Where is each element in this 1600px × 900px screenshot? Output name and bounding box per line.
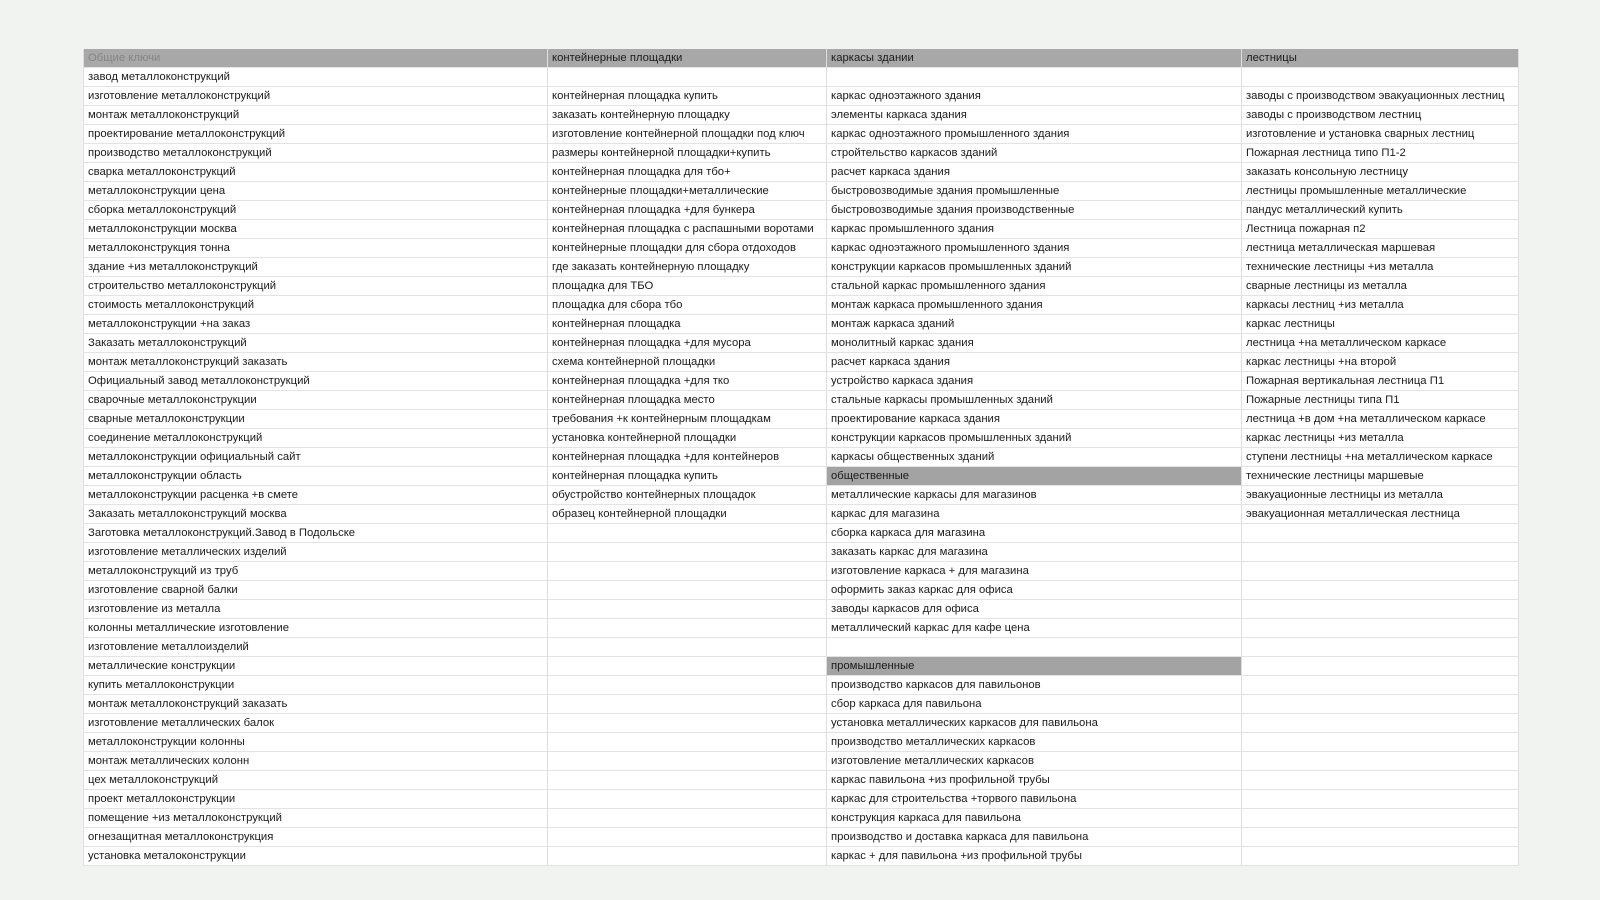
- cell-general-keys[interactable]: изготовление сварной балки: [84, 581, 548, 600]
- cell-container-sites[interactable]: контейнерные площадки+металлические: [548, 182, 827, 201]
- cell-building-frames[interactable]: каркас + для павильона +из профильной трубы: [827, 847, 1242, 866]
- header-cell-general-keys[interactable]: Общие ключи: [84, 49, 548, 68]
- cell-general-keys[interactable]: сварка металлоконструкций: [84, 163, 548, 182]
- cell-container-sites[interactable]: контейнерная площадка место: [548, 391, 827, 410]
- cell-container-sites[interactable]: контейнерная площадка +для тко: [548, 372, 827, 391]
- table-row: [84, 163, 1519, 182]
- cell-container-sites[interactable]: схема контейнерной площадки: [548, 353, 827, 372]
- cell-stairs[interactable]: заводы с производством эвакуационных лестниц: [1242, 87, 1519, 106]
- cell-container-sites[interactable]: площадка для ТБО: [548, 277, 827, 296]
- cell-container-sites[interactable]: контейнерные площадки для сбора отдоходов: [548, 239, 827, 258]
- cell-stairs[interactable]: лестница металлическая маршевая: [1242, 239, 1519, 258]
- cell-general-keys[interactable]: завод металлоконструкций: [84, 68, 548, 87]
- cell-building-frames[interactable]: сборка каркаса для магазина: [827, 524, 1242, 543]
- cell-stairs[interactable]: [1242, 524, 1519, 543]
- cell-container-sites[interactable]: [548, 695, 827, 714]
- cell-stairs[interactable]: [1242, 676, 1519, 695]
- sheet-body: [84, 68, 1519, 866]
- cell-container-sites[interactable]: контейнерная площадка +для контейнеров: [548, 448, 827, 467]
- table-row: [84, 505, 1519, 524]
- cell-building-frames[interactable]: каркас для магазина: [827, 505, 1242, 524]
- cell-general-keys[interactable]: Официальный завод металлоконструкций: [84, 372, 548, 391]
- cell-building-frames[interactable]: монолитный каркас здания: [827, 334, 1242, 353]
- header-cell-container-sites[interactable]: контейнерные площадки: [548, 49, 827, 68]
- cell-stairs[interactable]: [1242, 771, 1519, 790]
- cell-general-keys[interactable]: цех металлоконструкций: [84, 771, 548, 790]
- cell-container-sites[interactable]: [548, 581, 827, 600]
- cell-container-sites[interactable]: контейнерная площадка для тбо+: [548, 163, 827, 182]
- cell-building-frames[interactable]: установка металлических каркасов для павильона: [827, 714, 1242, 733]
- table-row: [84, 277, 1519, 296]
- cell-building-frames[interactable]: каркас для строительства +торвого павильона: [827, 790, 1242, 809]
- cell-building-frames[interactable]: производство металлических каркасов: [827, 733, 1242, 752]
- cell-container-sites[interactable]: контейнерная площадка с распашными воротами: [548, 220, 827, 239]
- cell-container-sites[interactable]: [548, 714, 827, 733]
- table-row: [84, 714, 1519, 733]
- table-row: [84, 581, 1519, 600]
- table-row: [84, 68, 1519, 87]
- cell-building-frames[interactable]: изготовление металлических каркасов: [827, 752, 1242, 771]
- cell-general-keys[interactable]: монтаж металлоконструкций заказать: [84, 695, 548, 714]
- cell-stairs[interactable]: [1242, 752, 1519, 771]
- cell-container-sites[interactable]: [548, 809, 827, 828]
- cell-general-keys[interactable]: Заказать металлоконструкций москва: [84, 505, 548, 524]
- cell-general-keys[interactable]: изготовление металлоизделий: [84, 638, 548, 657]
- table-row: [84, 847, 1519, 866]
- cell-stairs[interactable]: Пожарная лестница типо П1-2: [1242, 144, 1519, 163]
- cell-container-sites[interactable]: [548, 524, 827, 543]
- cell-container-sites[interactable]: [548, 562, 827, 581]
- cell-general-keys[interactable]: установка металоконструкции: [84, 847, 548, 866]
- cell-container-sites[interactable]: [548, 733, 827, 752]
- cell-general-keys[interactable]: изготовление металлоконструкций: [84, 87, 548, 106]
- table-row: [84, 790, 1519, 809]
- cell-stairs[interactable]: лестница +на металлическом каркасе: [1242, 334, 1519, 353]
- cell-general-keys[interactable]: соединение металлоконструкций: [84, 429, 548, 448]
- table-row: [84, 524, 1519, 543]
- cell-container-sites[interactable]: контейнерная площадка купить: [548, 87, 827, 106]
- cell-stairs[interactable]: каркас лестницы +на второй: [1242, 353, 1519, 372]
- table-row: [84, 467, 1519, 486]
- table-row: [84, 733, 1519, 752]
- cell-building-frames[interactable]: расчет каркаса здания: [827, 353, 1242, 372]
- table-row: [84, 752, 1519, 771]
- cell-general-keys[interactable]: монтаж металлических колонн: [84, 752, 548, 771]
- cell-building-frames[interactable]: сбор каркаса для павильона: [827, 695, 1242, 714]
- table-row: [84, 828, 1519, 847]
- table-row: [84, 410, 1519, 429]
- cell-building-frames[interactable]: каркас одноэтажного промышленного здания: [827, 125, 1242, 144]
- table-row: [84, 448, 1519, 467]
- cell-stairs[interactable]: [1242, 68, 1519, 87]
- table-row: [84, 619, 1519, 638]
- cell-building-frames[interactable]: каркас промышленного здания: [827, 220, 1242, 239]
- cell-stairs[interactable]: сварные лестницы из металла: [1242, 277, 1519, 296]
- cell-stairs[interactable]: Пожарная вертикальная лестница П1: [1242, 372, 1519, 391]
- cell-container-sites[interactable]: контейнерная площадка +для бункера: [548, 201, 827, 220]
- cell-general-keys[interactable]: производство металлоконструкций: [84, 144, 548, 163]
- cell-building-frames[interactable]: стальной каркас промышленного здания: [827, 277, 1242, 296]
- cell-general-keys[interactable]: металлоконструкция тонна: [84, 239, 548, 258]
- header-row: [84, 49, 1519, 68]
- cell-building-frames[interactable]: монтаж каркаса зданий: [827, 315, 1242, 334]
- subheader-cell-building-frames[interactable]: промышленные: [827, 657, 1242, 676]
- cell-general-keys[interactable]: металлические конструкции: [84, 657, 548, 676]
- cell-stairs[interactable]: [1242, 619, 1519, 638]
- subheader-cell-building-frames[interactable]: общественные: [827, 467, 1242, 486]
- cell-building-frames[interactable]: металлический каркас для кафе цена: [827, 619, 1242, 638]
- table-row: [84, 258, 1519, 277]
- cell-container-sites[interactable]: [548, 790, 827, 809]
- cell-container-sites[interactable]: изготовление контейнерной площадки под ключ: [548, 125, 827, 144]
- cell-general-keys[interactable]: проектирование металлоконструкций: [84, 125, 548, 144]
- cell-general-keys[interactable]: изготовление металлических изделий: [84, 543, 548, 562]
- header-cell-building-frames[interactable]: каркасы здании: [827, 49, 1242, 68]
- cell-stairs[interactable]: Пожарные лестницы типа П1: [1242, 391, 1519, 410]
- cell-container-sites[interactable]: [548, 600, 827, 619]
- header-cell-stairs[interactable]: лестницы: [1242, 49, 1519, 68]
- cell-container-sites[interactable]: [548, 619, 827, 638]
- cell-stairs[interactable]: лестницы промышленные металлические: [1242, 182, 1519, 201]
- cell-stairs[interactable]: [1242, 657, 1519, 676]
- cell-general-keys[interactable]: металлоконструкции +на заказ: [84, 315, 548, 334]
- cell-general-keys[interactable]: помещение +из металлоконструкций: [84, 809, 548, 828]
- cell-general-keys[interactable]: металлоконструкции расценка +в смете: [84, 486, 548, 505]
- cell-stairs[interactable]: изготовление и установка сварных лестниц: [1242, 125, 1519, 144]
- cell-container-sites[interactable]: контейнерная площадка купить: [548, 467, 827, 486]
- cell-stairs[interactable]: каркас лестницы +из металла: [1242, 429, 1519, 448]
- cell-general-keys[interactable]: металлоконструкции область: [84, 467, 548, 486]
- cell-general-keys[interactable]: изготовление из металла: [84, 600, 548, 619]
- cell-stairs[interactable]: ступени лестницы +на металлическом каркасе: [1242, 448, 1519, 467]
- cell-building-frames[interactable]: стройтельство каркасов зданий: [827, 144, 1242, 163]
- cell-building-frames[interactable]: производство и доставка каркаса для павильона: [827, 828, 1242, 847]
- cell-stairs[interactable]: [1242, 714, 1519, 733]
- cell-stairs[interactable]: эвакуационная металлическая лестница: [1242, 505, 1519, 524]
- table-row: [84, 201, 1519, 220]
- cell-stairs[interactable]: заводы с производством лестниц: [1242, 106, 1519, 125]
- cell-general-keys[interactable]: изготовление металлических балок: [84, 714, 548, 733]
- table-row: [84, 809, 1519, 828]
- cell-container-sites[interactable]: [548, 68, 827, 87]
- cell-stairs[interactable]: технические лестницы +из металла: [1242, 258, 1519, 277]
- cell-building-frames[interactable]: изготовление каркаса + для магазина: [827, 562, 1242, 581]
- cell-building-frames[interactable]: быстровозводимые здания производственные: [827, 201, 1242, 220]
- table-row: [84, 315, 1519, 334]
- cell-container-sites[interactable]: контейнерная площадка +для мусора: [548, 334, 827, 353]
- cell-general-keys[interactable]: Заготовка металлоконструкций.Завод в Подольске: [84, 524, 548, 543]
- cell-building-frames[interactable]: элементы каркаса здания: [827, 106, 1242, 125]
- cell-building-frames[interactable]: проектирование каркаса здания: [827, 410, 1242, 429]
- cell-stairs[interactable]: технические лестницы маршевые: [1242, 467, 1519, 486]
- cell-stairs[interactable]: [1242, 847, 1519, 866]
- cell-building-frames[interactable]: оформить заказ каркас для офиса: [827, 581, 1242, 600]
- cell-building-frames[interactable]: устройство каркаса здания: [827, 372, 1242, 391]
- cell-general-keys[interactable]: стоимость металлоконструкций: [84, 296, 548, 315]
- cell-general-keys[interactable]: монтаж металлоконструкций заказать: [84, 353, 548, 372]
- table-row: [84, 296, 1519, 315]
- cell-general-keys[interactable]: металлоконструкции колонны: [84, 733, 548, 752]
- cell-container-sites[interactable]: установка контейнерной площадки: [548, 429, 827, 448]
- cell-container-sites[interactable]: образец контейнерной площадки: [548, 505, 827, 524]
- cell-container-sites[interactable]: контейнерная площадка: [548, 315, 827, 334]
- cell-stairs[interactable]: эвакуационные лестницы из металла: [1242, 486, 1519, 505]
- cell-building-frames[interactable]: быстровозводимые здания промышленные: [827, 182, 1242, 201]
- cell-container-sites[interactable]: [548, 828, 827, 847]
- cell-stairs[interactable]: лестница +в дом +на металлическом каркасе: [1242, 410, 1519, 429]
- cell-general-keys[interactable]: Заказать металлоконструкций: [84, 334, 548, 353]
- cell-stairs[interactable]: [1242, 562, 1519, 581]
- cell-stairs[interactable]: каркас лестницы: [1242, 315, 1519, 334]
- cell-container-sites[interactable]: [548, 752, 827, 771]
- cell-building-frames[interactable]: каркасы общественных зданий: [827, 448, 1242, 467]
- cell-stairs[interactable]: [1242, 733, 1519, 752]
- cell-general-keys[interactable]: здание +из металлоконструкций: [84, 258, 548, 277]
- cell-stairs[interactable]: Лестница пожарная п2: [1242, 220, 1519, 239]
- cell-stairs[interactable]: каркасы лестниц +из металла: [1242, 296, 1519, 315]
- cell-building-frames[interactable]: каркас павильона +из профильной трубы: [827, 771, 1242, 790]
- cell-stairs[interactable]: [1242, 790, 1519, 809]
- table-row: [84, 391, 1519, 410]
- cell-building-frames[interactable]: конструкции каркасов промышленных зданий: [827, 258, 1242, 277]
- cell-general-keys[interactable]: металлоконструкции москва: [84, 220, 548, 239]
- table-row: [84, 562, 1519, 581]
- table-row: [84, 676, 1519, 695]
- cell-general-keys[interactable]: купить металлоконструкции: [84, 676, 548, 695]
- cell-container-sites[interactable]: обустройство контейнерных площадок: [548, 486, 827, 505]
- cell-general-keys[interactable]: металлоконструкций из труб: [84, 562, 548, 581]
- cell-general-keys[interactable]: металлоконструкции официальный сайт: [84, 448, 548, 467]
- cell-building-frames[interactable]: производство каркасов для павильонов: [827, 676, 1242, 695]
- cell-container-sites[interactable]: [548, 657, 827, 676]
- cell-general-keys[interactable]: сварные металлоконструкции: [84, 410, 548, 429]
- cell-container-sites[interactable]: где заказать контейнерную площадку: [548, 258, 827, 277]
- table-row: [84, 543, 1519, 562]
- cell-building-frames[interactable]: конструкция каркаса для павильона: [827, 809, 1242, 828]
- cell-stairs[interactable]: [1242, 543, 1519, 562]
- cell-building-frames[interactable]: металлические каркасы для магазинов: [827, 486, 1242, 505]
- cell-general-keys[interactable]: монтаж металлоконструкций: [84, 106, 548, 125]
- cell-general-keys[interactable]: проект металлоконструкции: [84, 790, 548, 809]
- table-row: [84, 87, 1519, 106]
- table-row: [84, 125, 1519, 144]
- cell-stairs[interactable]: [1242, 828, 1519, 847]
- cell-container-sites[interactable]: [548, 543, 827, 562]
- cell-building-frames[interactable]: каркас одноэтажного промышленного здания: [827, 239, 1242, 258]
- cell-container-sites[interactable]: размеры контейнерной площадки+купить: [548, 144, 827, 163]
- cell-building-frames[interactable]: монтаж каркаса промышленного здания: [827, 296, 1242, 315]
- table-row: [84, 657, 1519, 676]
- cell-stairs[interactable]: [1242, 638, 1519, 657]
- cell-stairs[interactable]: [1242, 695, 1519, 714]
- cell-general-keys[interactable]: металлоконструкции цена: [84, 182, 548, 201]
- cell-stairs[interactable]: [1242, 809, 1519, 828]
- cell-building-frames[interactable]: стальные каркасы промышленных зданий: [827, 391, 1242, 410]
- cell-stairs[interactable]: пандус металлический купить: [1242, 201, 1519, 220]
- cell-container-sites[interactable]: [548, 771, 827, 790]
- table-row: [84, 372, 1519, 391]
- cell-building-frames[interactable]: [827, 68, 1242, 87]
- table-row: [84, 106, 1519, 125]
- cell-stairs[interactable]: [1242, 600, 1519, 619]
- table-row: [84, 144, 1519, 163]
- cell-general-keys[interactable]: строительство металлоконструкций: [84, 277, 548, 296]
- cell-building-frames[interactable]: каркас одноэтажного здания: [827, 87, 1242, 106]
- table-row: [84, 600, 1519, 619]
- table-row: [84, 486, 1519, 505]
- cell-building-frames[interactable]: [827, 638, 1242, 657]
- cell-stairs[interactable]: [1242, 581, 1519, 600]
- cell-building-frames[interactable]: заказать каркас для магазина: [827, 543, 1242, 562]
- cell-general-keys[interactable]: огнезащитная металлоконструкция: [84, 828, 548, 847]
- cell-container-sites[interactable]: заказать контейнерную площадку: [548, 106, 827, 125]
- table-row: [84, 220, 1519, 239]
- cell-building-frames[interactable]: заводы каркасов для офиса: [827, 600, 1242, 619]
- cell-general-keys[interactable]: колонны металлические изготовление: [84, 619, 548, 638]
- cell-container-sites[interactable]: площадка для сбора тбо: [548, 296, 827, 315]
- cell-general-keys[interactable]: сварочные металлоконструкции: [84, 391, 548, 410]
- cell-container-sites[interactable]: [548, 676, 827, 695]
- cell-container-sites[interactable]: требования +к контейнерным площадкам: [548, 410, 827, 429]
- table-row: [84, 771, 1519, 790]
- spreadsheet-grid: [83, 49, 1519, 866]
- table-row: [84, 429, 1519, 448]
- table-row: [84, 353, 1519, 372]
- cell-container-sites[interactable]: [548, 638, 827, 657]
- table-row: [84, 239, 1519, 258]
- table-row: [84, 695, 1519, 714]
- cell-stairs[interactable]: заказать консольную лестницу: [1242, 163, 1519, 182]
- cell-container-sites[interactable]: [548, 847, 827, 866]
- cell-building-frames[interactable]: конструкции каркасов промышленных зданий: [827, 429, 1242, 448]
- cell-general-keys[interactable]: сборка металлоконструкций: [84, 201, 548, 220]
- table-row: [84, 638, 1519, 657]
- table-row: [84, 334, 1519, 353]
- cell-building-frames[interactable]: расчет каркаса здания: [827, 163, 1242, 182]
- table-row: [84, 182, 1519, 201]
